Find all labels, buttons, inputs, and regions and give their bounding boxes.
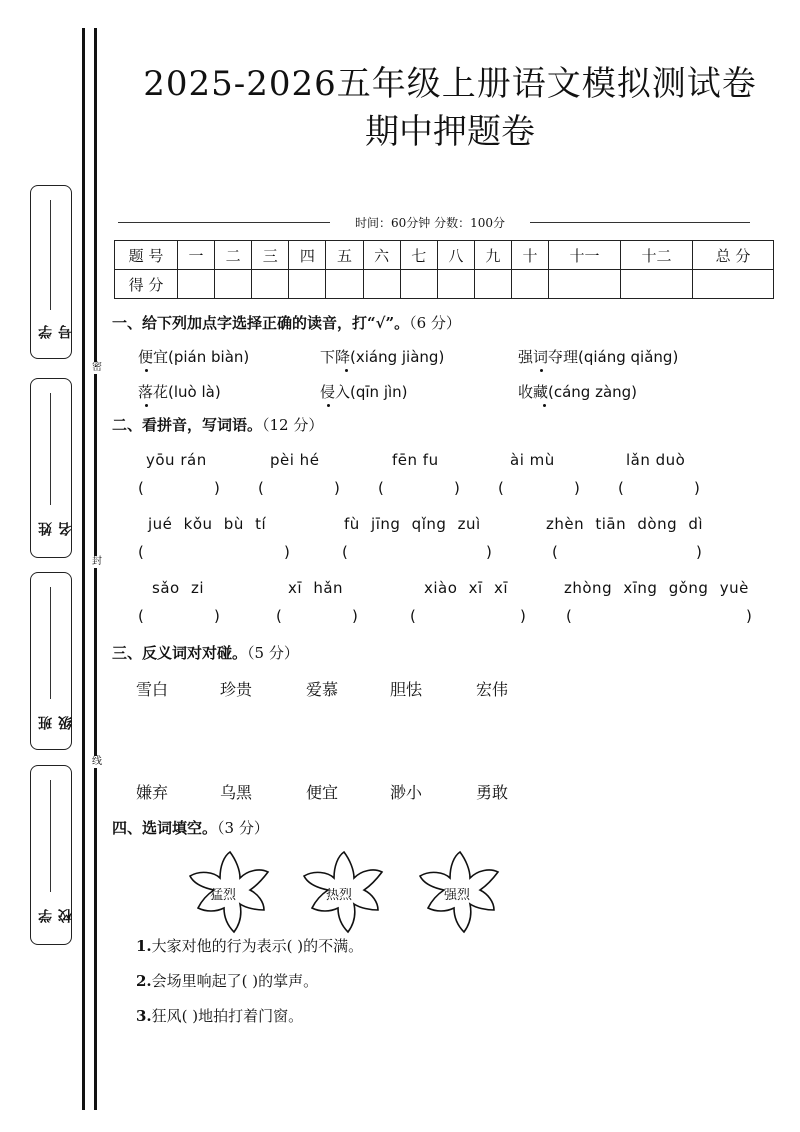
answer-bracket-close[interactable]: ) bbox=[574, 479, 580, 497]
school-field[interactable] bbox=[30, 765, 72, 945]
leaf-word-option[interactable]: 强烈 bbox=[444, 888, 471, 903]
exam-info: 时间：60分钟 分数：100分 bbox=[330, 214, 530, 231]
answer-bracket-open[interactable]: ( bbox=[138, 543, 144, 561]
seal-mark-xian: 线 bbox=[92, 756, 102, 767]
antonym-word-bottom[interactable]: 乌黑 bbox=[220, 783, 253, 802]
antonym-word-bottom[interactable]: 便宜 bbox=[306, 783, 339, 802]
pinyin-prompt: fēn fu bbox=[392, 451, 439, 469]
pinyin-prompt: zhòng xīng gǒng yuè bbox=[564, 579, 749, 597]
emphasis-dot bbox=[145, 369, 148, 372]
answer-bracket-close[interactable]: ) bbox=[486, 543, 492, 561]
score-cell[interactable] bbox=[511, 270, 548, 299]
answer-bracket-close[interactable]: ) bbox=[214, 479, 220, 497]
answer-bracket-close[interactable]: ) bbox=[696, 543, 702, 561]
emphasis-dot bbox=[327, 404, 330, 407]
pinyin-prompt: sǎo zi bbox=[152, 579, 204, 597]
pinyin-prompt: xī hǎn bbox=[288, 579, 344, 597]
answer-bracket-open[interactable]: ( bbox=[566, 607, 572, 625]
score-row-label: 得 分 bbox=[115, 270, 178, 299]
score-table-header-row bbox=[115, 241, 774, 270]
section4-heading: 四、选词填空。（3 分） bbox=[112, 819, 269, 837]
answer-bracket-close[interactable]: ) bbox=[214, 607, 220, 625]
answer-bracket-open[interactable]: ( bbox=[342, 543, 348, 561]
emphasis-dot bbox=[543, 404, 546, 407]
score-header-cell: 总 分 bbox=[693, 241, 774, 270]
emphasis-dot bbox=[145, 404, 148, 407]
antonym-word-bottom[interactable]: 渺小 bbox=[390, 783, 423, 802]
score-cell[interactable] bbox=[178, 270, 215, 299]
name-label: 姓 名 bbox=[38, 516, 74, 536]
answer-bracket-open[interactable]: ( bbox=[276, 607, 282, 625]
score-header-cell: 六 bbox=[363, 241, 400, 270]
antonym-word-top[interactable]: 宏伟 bbox=[476, 680, 509, 699]
exam-subtitle: 期中押题卷 bbox=[365, 112, 535, 152]
antonym-word-top[interactable]: 雪白 bbox=[136, 680, 169, 699]
answer-bracket-open[interactable]: ( bbox=[138, 479, 144, 497]
score-header-cell: 题 号 bbox=[115, 241, 178, 270]
score-cell[interactable] bbox=[363, 270, 400, 299]
answer-bracket-open[interactable]: ( bbox=[410, 607, 416, 625]
antonym-word-top[interactable]: 胆怯 bbox=[390, 680, 423, 699]
answer-bracket-close[interactable]: ) bbox=[520, 607, 526, 625]
pronunciation-item[interactable]: 收藏(cáng zàng) bbox=[518, 383, 638, 401]
score-cell[interactable] bbox=[620, 270, 692, 299]
score-header-cell: 一 bbox=[178, 241, 215, 270]
leaf-word-option[interactable]: 猛烈 bbox=[210, 888, 237, 903]
score-cell[interactable] bbox=[289, 270, 326, 299]
student-id-label: 学 号 bbox=[38, 319, 74, 339]
answer-bracket-close[interactable]: ) bbox=[694, 479, 700, 497]
score-cell[interactable] bbox=[252, 270, 289, 299]
answer-bracket-open[interactable]: ( bbox=[498, 479, 504, 497]
answer-bracket-close[interactable]: ) bbox=[334, 479, 340, 497]
leaf-word-option[interactable]: 热烈 bbox=[326, 888, 353, 903]
answer-bracket-open[interactable]: ( bbox=[618, 479, 624, 497]
fill-blank-question[interactable]: 1.大家对他的行为表示( )的不满。 bbox=[136, 937, 364, 955]
info-divider-right bbox=[520, 222, 750, 223]
seal-mark-feng: 封 bbox=[92, 556, 102, 567]
answer-bracket-open[interactable]: ( bbox=[552, 543, 558, 561]
binding-line-right bbox=[94, 28, 97, 1110]
fill-blank-question[interactable]: 2.会场里响起了( )的掌声。 bbox=[136, 972, 319, 990]
score-cell[interactable] bbox=[549, 270, 621, 299]
section2-heading: 二、看拼音，写词语。（12 分） bbox=[112, 416, 324, 434]
class-field[interactable] bbox=[30, 572, 72, 750]
antonym-word-top[interactable]: 珍贵 bbox=[220, 680, 253, 699]
student-id-field[interactable] bbox=[30, 185, 72, 359]
pinyin-prompt: ài mù bbox=[510, 451, 555, 469]
binding-line-left bbox=[82, 28, 85, 1110]
score-table-score-row bbox=[115, 270, 774, 299]
seal-mark-mi: 密 bbox=[92, 362, 102, 373]
pronunciation-item[interactable]: 下降(xiáng jiàng) bbox=[320, 348, 445, 366]
pinyin-prompt: xiào xī xī bbox=[424, 579, 509, 597]
score-header-cell: 五 bbox=[326, 241, 363, 270]
score-header-cell: 八 bbox=[437, 241, 474, 270]
antonym-word-bottom[interactable]: 嫌弃 bbox=[136, 783, 169, 802]
score-table bbox=[114, 240, 774, 299]
emphasis-dot bbox=[345, 369, 348, 372]
pronunciation-item[interactable]: 强词夺理(qiáng qiǎng) bbox=[518, 348, 679, 366]
pinyin-prompt: fù jīng qǐng zuì bbox=[344, 515, 481, 533]
answer-bracket-close[interactable]: ) bbox=[352, 607, 358, 625]
score-header-cell: 四 bbox=[289, 241, 326, 270]
score-cell[interactable] bbox=[215, 270, 252, 299]
score-cell-total[interactable] bbox=[693, 270, 774, 299]
answer-bracket-open[interactable]: ( bbox=[378, 479, 384, 497]
answer-bracket-close[interactable]: ) bbox=[746, 607, 752, 625]
antonym-word-bottom[interactable]: 勇敢 bbox=[476, 783, 509, 802]
answer-bracket-close[interactable]: ) bbox=[454, 479, 460, 497]
school-label: 学 校 bbox=[38, 903, 74, 923]
pinyin-prompt: zhèn tiān dòng dì bbox=[546, 515, 704, 533]
section3-heading: 三、反义词对对碰。（5 分） bbox=[112, 644, 299, 662]
score-header-cell: 三 bbox=[252, 241, 289, 270]
score-header-cell: 二 bbox=[215, 241, 252, 270]
pinyin-prompt: pèi hé bbox=[270, 451, 320, 469]
section1-heading: 一、给下列加点字选择正确的读音，打“√”。（6 分） bbox=[112, 314, 461, 332]
score-cell[interactable] bbox=[326, 270, 363, 299]
pronunciation-item[interactable]: 便宜(pián biàn) bbox=[138, 348, 250, 366]
emphasis-dot bbox=[540, 369, 543, 372]
name-field[interactable] bbox=[30, 378, 72, 558]
exam-title: 2025-2026五年级上册语文模拟测试卷 bbox=[143, 64, 757, 104]
pronunciation-item[interactable]: 侵入(qīn jìn) bbox=[320, 383, 408, 401]
pinyin-prompt: yōu rán bbox=[146, 451, 207, 469]
fill-blank-question[interactable]: 3.狂风( )地拍打着门窗。 bbox=[136, 1007, 304, 1025]
answer-bracket-open[interactable]: ( bbox=[258, 479, 264, 497]
answer-bracket-open[interactable]: ( bbox=[138, 607, 144, 625]
score-cell[interactable] bbox=[437, 270, 474, 299]
antonym-word-top[interactable]: 爱慕 bbox=[306, 680, 339, 699]
score-cell[interactable] bbox=[400, 270, 437, 299]
score-header-cell: 九 bbox=[474, 241, 511, 270]
pinyin-prompt: lǎn duò bbox=[626, 451, 686, 469]
score-header-cell: 十二 bbox=[620, 241, 692, 270]
info-divider-left bbox=[118, 222, 340, 223]
answer-bracket-close[interactable]: ) bbox=[284, 543, 290, 561]
pronunciation-item[interactable]: 落花(luò là) bbox=[138, 383, 221, 401]
class-label: 班 级 bbox=[38, 710, 74, 730]
score-cell[interactable] bbox=[474, 270, 511, 299]
score-header-cell: 七 bbox=[400, 241, 437, 270]
score-header-cell: 十 bbox=[511, 241, 548, 270]
score-header-cell: 十一 bbox=[549, 241, 621, 270]
pinyin-prompt: jué kǒu bù tí bbox=[148, 515, 267, 533]
